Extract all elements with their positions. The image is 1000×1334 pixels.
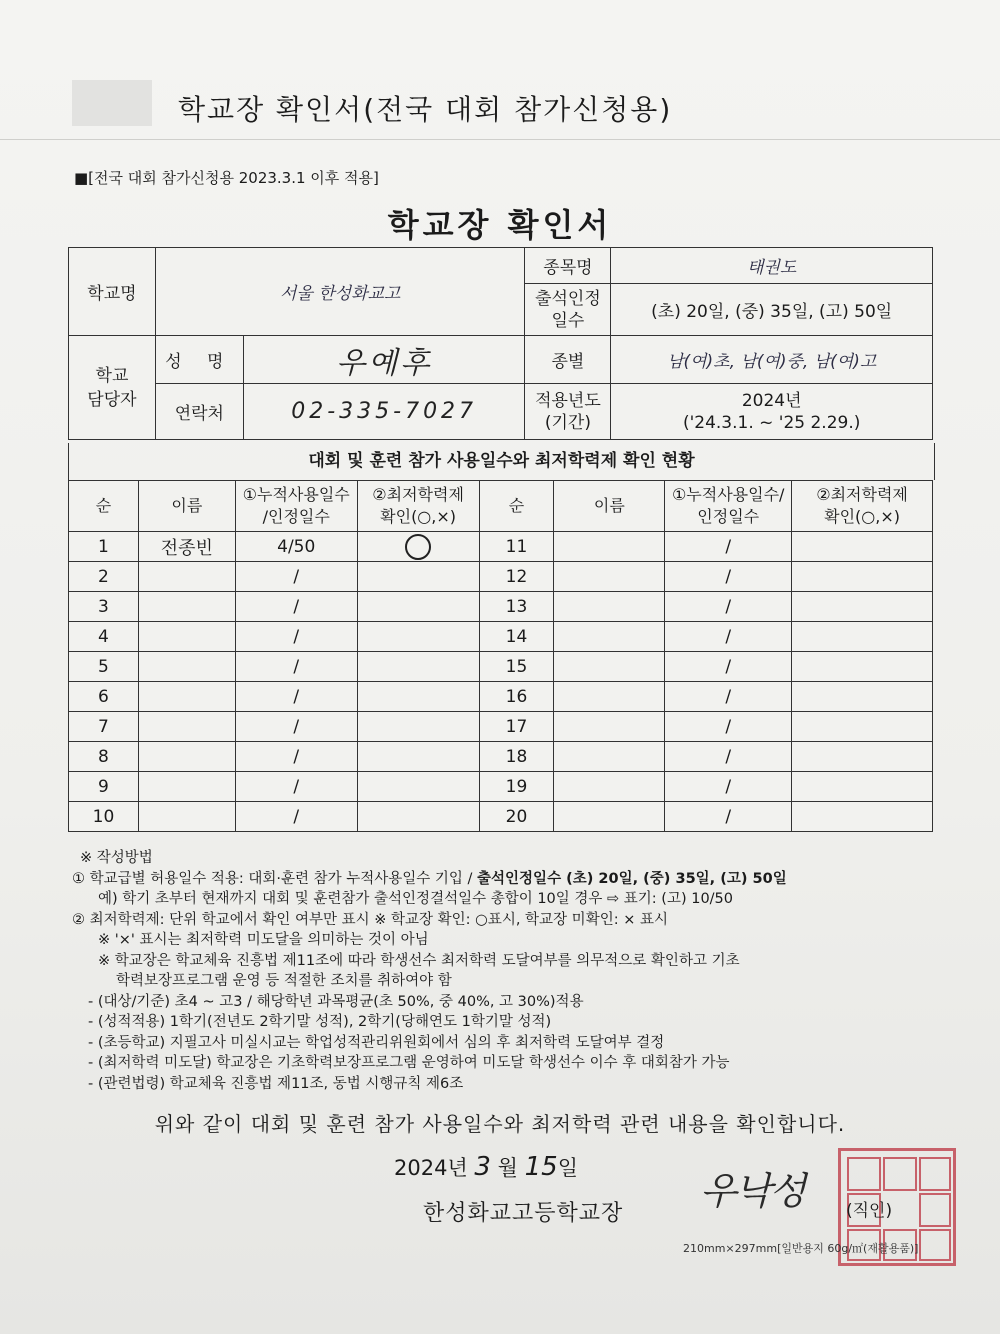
row-check	[357, 802, 479, 832]
note-5: ※ 학교장은 학교체육 진흥법 제11조에 따라 학생선수 최저학력 도달여부를 의무적으로 확인하고 기초	[98, 952, 740, 969]
row-name-right	[554, 802, 665, 832]
table-row	[69, 592, 933, 622]
table-row	[69, 622, 933, 652]
col-check-right-text: ②최저학력제 확인(○,×)	[816, 485, 908, 526]
principal-signature: 우낙성	[700, 1169, 805, 1213]
row-name-right	[554, 592, 665, 622]
col-no: 순	[69, 481, 139, 532]
row-days: /	[235, 712, 357, 742]
table-row	[69, 712, 933, 742]
note-8: - (성적적용) 1학기(전년도 2학기말 성적), 2학기(당해연도 1학기말 성적)	[88, 1014, 552, 1030]
table-row	[69, 772, 933, 802]
note-1a: ① 학교급별 허용일수 적용: 대회·훈련 참가 누적사용일수 기입 /	[72, 870, 478, 887]
row-check	[357, 562, 479, 592]
row-check	[357, 712, 479, 742]
top-title: 학교장 확인서(전국 대회 참가신청용)	[178, 93, 673, 126]
row-check-right	[792, 562, 933, 592]
manager-label	[69, 336, 156, 440]
section-title: 대회 및 훈련 참가 사용일수와 최저학력제 확인 현황	[68, 443, 935, 480]
gender-label: 종별	[525, 336, 611, 384]
row-name	[138, 712, 235, 742]
row-no-right: 18	[479, 742, 554, 772]
row-name	[138, 652, 235, 682]
row-check-right	[792, 682, 933, 712]
note-3: ② 최저학력제: 단위 학교에서 확인 여부만 표시 ※ 학교장 확인: ○표시, 학교장 미확인: × 표시	[72, 911, 668, 928]
row-days-right: /	[665, 712, 792, 742]
contact-value: 02-335-7027	[243, 384, 525, 440]
row-name	[138, 682, 235, 712]
note-1b: 출석인정일수 (초) 20일, (중) 35일, (고) 50일	[477, 870, 787, 887]
row-no: 5	[69, 652, 139, 682]
row-check-right	[792, 592, 933, 622]
year-value: 2024년	[741, 390, 802, 411]
row-check	[357, 622, 479, 652]
school-value: 서울 한성화교고	[155, 248, 525, 336]
row-name-right	[554, 532, 665, 562]
row-check	[357, 742, 479, 772]
row-name-right	[554, 652, 665, 682]
row-no-right: 19	[479, 772, 554, 802]
row-check-right	[792, 802, 933, 832]
event-label: 종목명	[525, 248, 611, 284]
note-11: - (관련법령) 학교체육 진흥법 제11조, 동법 시행규칙 제6조	[88, 1075, 464, 1092]
attend-label	[525, 284, 611, 336]
row-days: /	[235, 562, 357, 592]
table-row	[69, 562, 933, 592]
manager-label-text: 학교 담당자	[87, 365, 137, 410]
note-7: - (대상/기준) 초4 ~ 고3 / 해당학년 과목평균(초 50%, 중 40%, 고 30%)적용	[88, 993, 584, 1010]
col-name: 이름	[138, 481, 235, 532]
row-no: 2	[69, 562, 139, 592]
row-no-right: 14	[479, 622, 554, 652]
row-days: /	[235, 742, 357, 772]
row-no-right: 20	[479, 802, 554, 832]
row-name	[138, 802, 235, 832]
row-days-right: /	[665, 802, 792, 832]
table-row	[69, 802, 933, 832]
row-days-right: /	[665, 622, 792, 652]
date-year: 2024년	[394, 1156, 468, 1180]
contact-label: 연락처	[155, 384, 243, 440]
signing-date	[394, 1152, 578, 1182]
row-check-right	[792, 532, 933, 562]
row-name	[138, 562, 235, 592]
row-days-right: /	[665, 532, 792, 562]
date-month: 3	[474, 1152, 491, 1182]
row-days-right: /	[665, 682, 792, 712]
table-row	[69, 532, 933, 562]
period-value: ('24.3.1. ~ '25 2.29.)	[682, 412, 861, 433]
col-days-right	[665, 481, 792, 532]
row-no: 8	[69, 742, 139, 772]
row-name	[138, 622, 235, 652]
note-4: ※ '×' 표시는 최저학력 미도달을 의미하는 것이 아님	[98, 932, 429, 948]
row-check-right	[792, 622, 933, 652]
row-check	[357, 682, 479, 712]
row-no: 10	[69, 802, 139, 832]
row-no: 3	[69, 592, 139, 622]
table-row	[69, 682, 933, 712]
note-1	[72, 869, 932, 890]
row-days: /	[235, 622, 357, 652]
row-no-right: 15	[479, 652, 554, 682]
row-name	[138, 772, 235, 802]
row-no-right: 12	[479, 562, 554, 592]
attend-value: (초) 20일, (중) 35일, (고) 50일	[611, 284, 933, 336]
note-heading: ※ 작성방법	[80, 850, 153, 866]
col-days	[235, 481, 357, 532]
year-label	[525, 384, 611, 440]
row-check-right	[792, 772, 933, 802]
row-no: 1	[69, 532, 139, 562]
seal-label: (직인)	[846, 1201, 893, 1221]
row-days: /	[235, 682, 357, 712]
row-name-right	[554, 622, 665, 652]
row-days: /	[235, 772, 357, 802]
check-circle-icon	[405, 534, 431, 560]
row-check	[357, 592, 479, 622]
row-name-right	[554, 712, 665, 742]
divider	[0, 139, 1000, 140]
row-check-right	[792, 742, 933, 772]
gender-value: 남(여)초, 남(여)중, 남(여)고	[611, 336, 933, 384]
row-days: 4/50	[235, 532, 357, 562]
writing-notes	[72, 848, 932, 1094]
row-name-right	[554, 682, 665, 712]
row-name-right	[554, 772, 665, 802]
event-value: 태권도	[611, 248, 933, 284]
row-no: 9	[69, 772, 139, 802]
name-value: 우예후	[243, 336, 525, 384]
row-check	[357, 652, 479, 682]
row-days: /	[235, 802, 357, 832]
col-check-text: ②최저학력제 확인(○,×)	[372, 485, 464, 526]
col-days-text: ①누적사용일수 /인정일수	[242, 485, 350, 526]
row-days-right: /	[665, 742, 792, 772]
col-no-right: 순	[479, 481, 554, 532]
row-no: 6	[69, 682, 139, 712]
confirmation-text: 위와 같이 대회 및 훈련 참가 사용일수와 최저학력 관련 내용을 확인합니다.	[154, 1112, 846, 1136]
note-9: - (초등학교) 지필고사 미실시교는 학업성적관리위원회에서 심의 후 최저학력 도달여부 결정	[88, 1034, 665, 1051]
row-name	[138, 742, 235, 772]
principal-title: 한성화교고등학교장	[423, 1201, 624, 1226]
row-days-right: /	[665, 562, 792, 592]
row-name: 전종빈	[138, 532, 235, 562]
row-no-right: 13	[479, 592, 554, 622]
row-no: 7	[69, 712, 139, 742]
info-grid	[68, 247, 933, 440]
note-6: 학력보장프로그램 운영 등 적절한 조치를 취하여야 함	[116, 973, 452, 989]
name-label: 성 명	[155, 336, 243, 384]
row-no-right: 11	[479, 532, 554, 562]
paper-spec: 210mm×297mm[일반용지 60g/㎡(재활용품)]	[683, 1242, 919, 1255]
row-days: /	[235, 652, 357, 682]
table-row	[69, 652, 933, 682]
row-check	[357, 772, 479, 802]
year-cell	[611, 384, 933, 440]
note-10: - (최저학력 미도달) 학교장은 기초학력보장프로그램 운영하여 미도달 학생선수 이수 후 대회참가 가능	[88, 1055, 730, 1071]
row-name	[138, 592, 235, 622]
date-day: 15	[524, 1152, 558, 1182]
row-days-right: /	[665, 592, 792, 622]
row-days-right: /	[665, 772, 792, 802]
main-title: 학교장 확인서	[387, 206, 613, 244]
row-no: 4	[69, 622, 139, 652]
row-name-right	[554, 562, 665, 592]
date-day-unit: 일	[557, 1156, 579, 1180]
sub-tag: ■[전국 대회 참가신청용 2023.3.1 이후 적용]	[74, 169, 379, 187]
participation-table	[68, 480, 933, 832]
row-check-right	[792, 712, 933, 742]
redacted-mark	[72, 80, 152, 126]
row-days-right: /	[665, 652, 792, 682]
row-name-right	[554, 742, 665, 772]
row-no-right: 17	[479, 712, 554, 742]
table-row	[69, 742, 933, 772]
year-label-text: 적용년도 (기간)	[535, 390, 601, 433]
row-check-right	[792, 652, 933, 682]
col-days-right-text: ①누적사용일수/ 인정일수	[671, 485, 785, 526]
col-check	[357, 481, 479, 532]
date-month-unit: 월	[497, 1156, 518, 1180]
attend-label-text: 출석인정 일수	[535, 288, 601, 331]
note-2: 예) 학기 초부터 현재까지 대회 및 훈련참가 출석인정결석일수 총합이 10일 경우 ⇨ 표기: (고) 10/50	[98, 891, 734, 907]
school-label: 학교명	[69, 248, 156, 336]
col-check-right	[792, 481, 933, 532]
row-check	[357, 532, 479, 562]
col-name-right: 이름	[554, 481, 665, 532]
row-days: /	[235, 592, 357, 622]
row-no-right: 16	[479, 682, 554, 712]
